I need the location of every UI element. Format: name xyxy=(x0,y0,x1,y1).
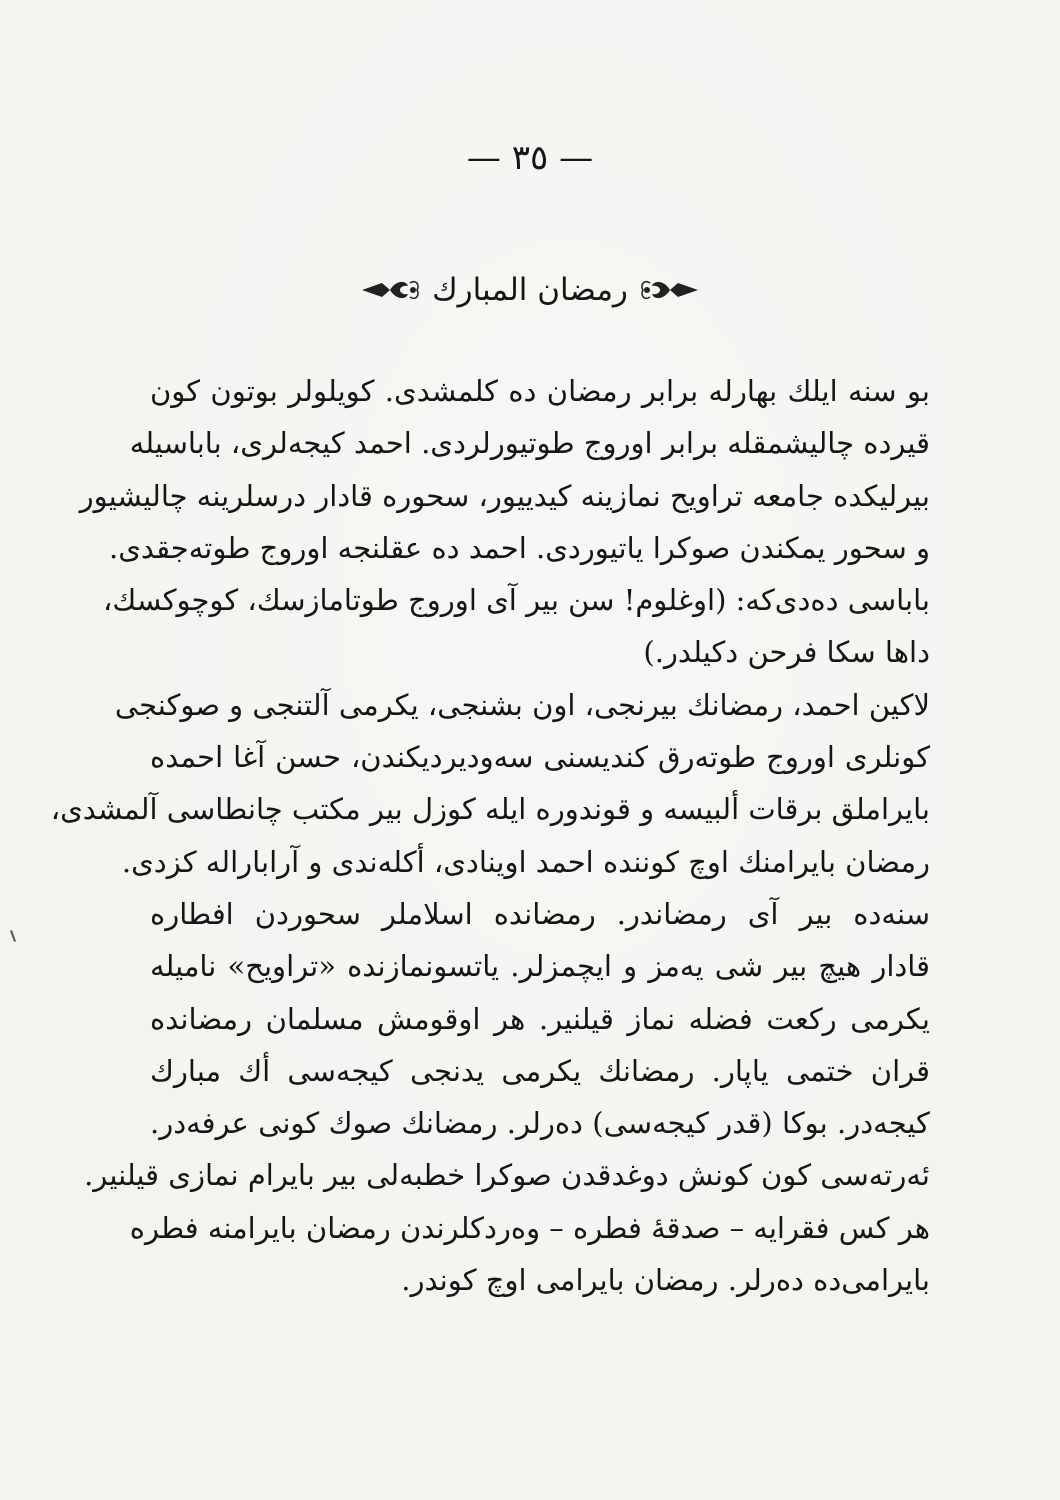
paragraph xyxy=(84,888,930,1306)
text-line: بو سنه ایلك بهارله برابر رمضان ده کلمشدی. کویلولر بوتون کون xyxy=(150,374,930,408)
text-line: کیجه‌در. بوکا (قدر کیجه‌سی) ده‌رلر. رمضانك صوك کونی عرفه‌در. xyxy=(150,1106,930,1141)
text-line: بیرلیکده جامعه تراویح نمازینه کیدییور، سحوره قادار درسلرینه چالیشیور xyxy=(79,478,930,513)
text-line: قران ختمی یاپار. رمضانك یکرمی یدنجی کیجه‌سی أك مبارك xyxy=(150,1053,930,1088)
chapter-title: رمضان المبارك xyxy=(432,272,628,308)
paragraph xyxy=(79,365,930,679)
text-line: باباسی ده‌دی‌که: (اوغلوم! سن بیر آی اوروج طوتامازسك، کوچوکسك، xyxy=(103,583,930,618)
floral-ornament-icon xyxy=(360,277,420,303)
reverse-side-bleed xyxy=(420,110,620,140)
text-line: کونلری اوروج طوته‌رق کندیسنی سه‌ودیردیکندن، حسن آغا احمده xyxy=(150,740,930,775)
text-line: داها سکا فرحن دکیلدر.) xyxy=(643,635,930,670)
paragraph xyxy=(50,679,930,888)
chapter-heading xyxy=(0,272,1060,308)
text-line: هر کس فقرایه – صدقهٔ فطره – وه‌ردکلرندن رمضان بایرامنه فطره xyxy=(129,1210,930,1245)
text-line: یکرمی رکعت فضله نماز قیلنیر. هر اوقومش مسلمان رمضانده xyxy=(150,1001,930,1036)
text-line: و سحور یمکندن صوکرا یاتیوردی. احمد ده عقلنجه اوروج طوته‌جقدی. xyxy=(109,530,930,565)
floral-ornament-icon xyxy=(640,277,700,303)
text-line: رمضان بایرامنك اوچ کوننده احمد اوینادی، أکله‌ندی و آراباراله کزدی. xyxy=(121,844,930,879)
text-line: قادار هیچ بیر شی یه‌مز و ایچمزلر. یاتسونمازنده «تراویح» نامیله xyxy=(150,949,930,984)
page-number: — ٣٥ — xyxy=(466,138,594,178)
text-line: سنه‌ده بیر آی رمضاندر. رمضانده اسلاملر سحوردن افطاره xyxy=(150,896,930,931)
text-line: ئه‌رته‌سی کون کونش دوغدقدن صوکرا خطبه‌لی بیر بایرام نمازی قیلنیر. xyxy=(84,1158,930,1193)
margin-mark xyxy=(10,930,16,942)
text-line: بایرامی‌ده ده‌رلر. رمضان بایرامی اوچ کوندر. xyxy=(401,1263,930,1298)
text-line: لاکین احمد، رمضانك بیرنجی، اون بشنجی، یکرمی آلتنجی و صوکنجی xyxy=(114,687,930,722)
text-line: قیرده چالیشمقله برابر اوروج طوتیورلردی. احمد کیجه‌لری، باباسیله xyxy=(129,426,930,461)
body-text xyxy=(50,365,930,1306)
text-line: بایراملق برقات ألبیسه و قوندوره ایله کوزل بیر مکتب چانطاسی آلمشدی، xyxy=(50,792,930,827)
